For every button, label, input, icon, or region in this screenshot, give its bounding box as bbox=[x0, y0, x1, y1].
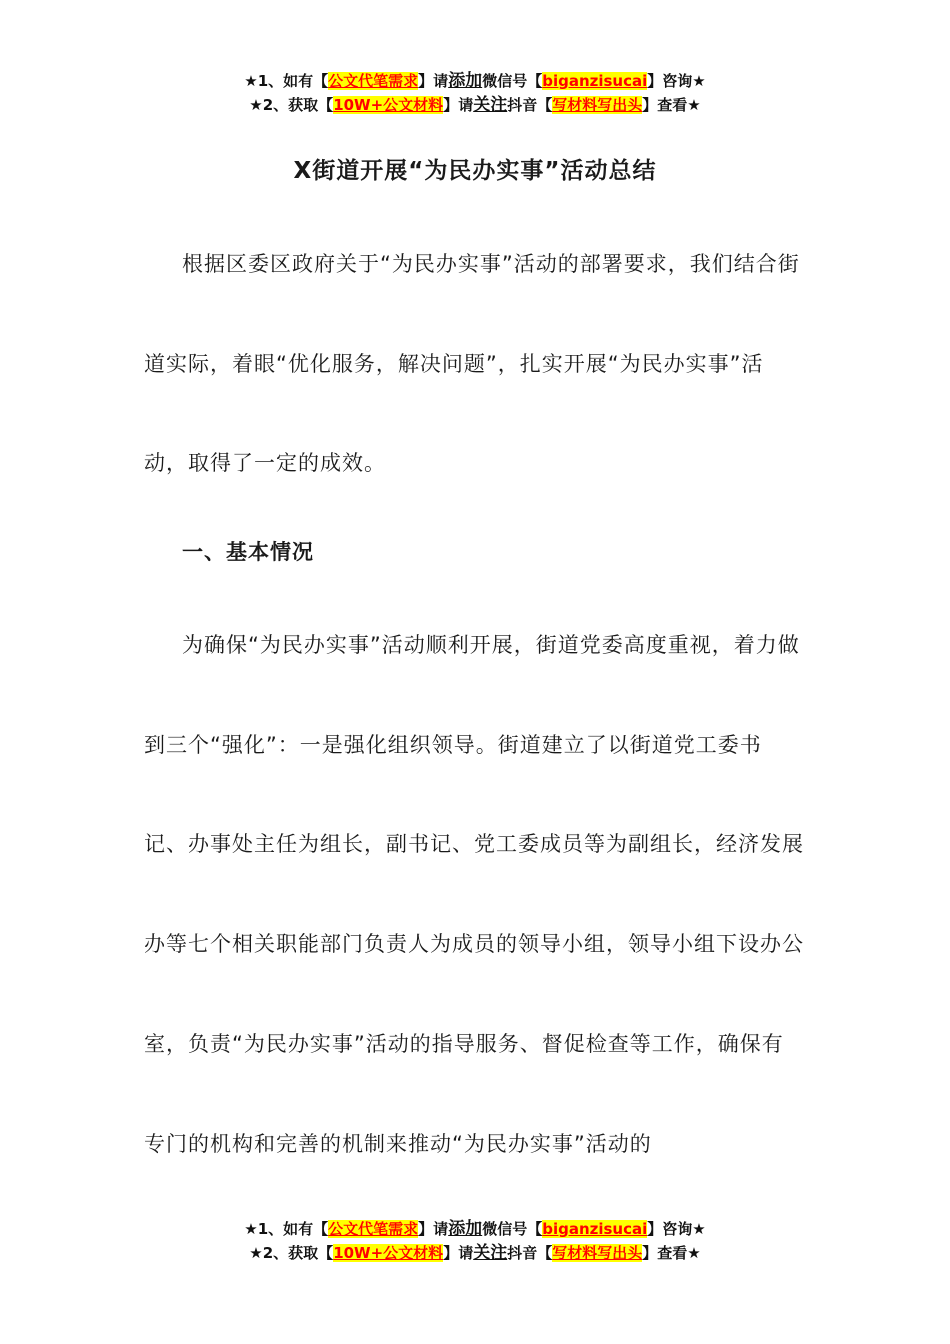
douyin-account: 写材料写出头 bbox=[552, 96, 643, 114]
promo-highlight: 公文代笔需求 bbox=[328, 1220, 419, 1238]
douyin-account: 写材料写出头 bbox=[552, 1244, 643, 1262]
body-paragraph: 为确保“为民办实事”活动顺利开展，街道党委高度重视，着力做到三个“强化”：一是强化组织领导。街道建立了以街道党工委书记、办事处主任为组长，副书记、党工委成员等为副组长，经济发展办等七个相关职能部门负责人为成员的领导小组，领导小组下设办公室，负责“为民办实事”活动的指导服务、督促检查等工作，确保有专门的机构和完善的机制来推动“为民办实事”活动的 bbox=[144, 633, 804, 1156]
document-title: X街道开展“为民办实事”活动总结 bbox=[293, 158, 657, 184]
promo-line-1: ★1、如有【公文代笔需求】请添加微信号【biganzisucai】咨询★ bbox=[244, 1219, 706, 1239]
promo-highlight: 公文代笔需求 bbox=[328, 72, 419, 90]
promo-line-1: ★1、如有【公文代笔需求】请添加微信号【biganzisucai】咨询★ bbox=[244, 71, 706, 91]
wechat-id: biganzisucai bbox=[542, 1220, 648, 1238]
section-heading: 一、基本情况 bbox=[182, 540, 314, 564]
promo-highlight: 10W+公文材料 bbox=[333, 1244, 444, 1262]
intro-paragraph: 根据区委区政府关于“为民办实事”活动的部署要求，我们结合街道实际，着眼“优化服务，解决问题”，扎实开展“为民办实事”活动，取得了一定的成效。 bbox=[144, 252, 800, 476]
promo-banner-top bbox=[0, 69, 950, 117]
promo-highlight: 10W+公文材料 bbox=[333, 96, 444, 114]
wechat-id: biganzisucai bbox=[542, 72, 648, 90]
promo-banner-bottom bbox=[0, 1217, 950, 1265]
promo-line-2: ★2、获取【10W+公文材料】请关注抖音【写材料写出头】查看★ bbox=[249, 95, 701, 115]
promo-line-2: ★2、获取【10W+公文材料】请关注抖音【写材料写出头】查看★ bbox=[249, 1243, 701, 1263]
